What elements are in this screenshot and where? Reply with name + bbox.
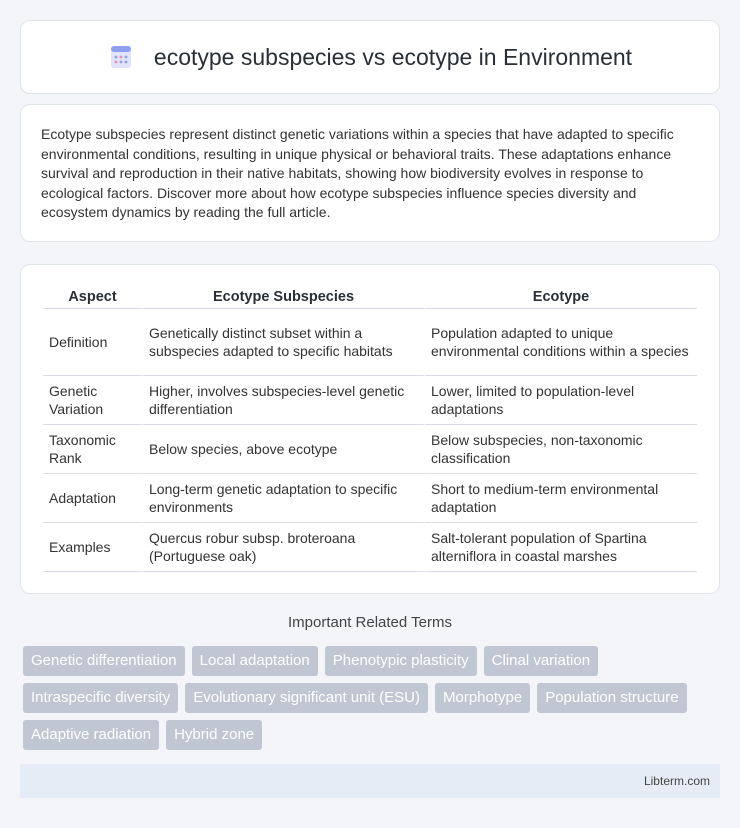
- page-title: ecotype subspecies vs ecotype in Environment: [153, 43, 633, 70]
- footer-site-link[interactable]: Libterm.com: [643, 774, 710, 788]
- comparison-table: [43, 285, 697, 572]
- row-aspect: Examples: [43, 523, 143, 572]
- tag-local-adaptation[interactable]: Local adaptation: [192, 646, 318, 676]
- table-row: [43, 523, 697, 572]
- related-terms-tags: [23, 646, 723, 757]
- row-ecotype-subspecies: Quercus robur subsp. broteroana (Portuguese oak): [143, 523, 425, 572]
- table-row: [43, 474, 697, 523]
- intro-card: [20, 104, 720, 242]
- tag-esu[interactable]: Evolutionary significant unit (ESU): [185, 683, 428, 713]
- tag-clinal-variation[interactable]: Clinal variation: [484, 646, 598, 676]
- intro-text: Ecotype subspecies represent distinct genetic variations within a species that have adapted to specific environmental conditions, resulting in unique physical or behavioral traits. These adaptations enhance survival and reproduction in their native habitats, showing how biodiversity evolves in response to ecological factors. Discover more about how ecotype subspecies influence species diversity and ecosystem dynamics by reading the full article.: [41, 126, 674, 220]
- tag-adaptive-radiation[interactable]: Adaptive radiation: [23, 720, 159, 750]
- header-ecotype-subspecies: Ecotype Subspecies: [143, 285, 425, 309]
- tag-morphotype[interactable]: Morphotype: [435, 683, 530, 713]
- row-ecotype-subspecies: Genetically distinct subset within a subspecies adapted to specific habitats: [143, 309, 425, 376]
- row-ecotype: Below subspecies, non-taxonomic classification: [425, 425, 697, 474]
- tag-genetic-differentiation[interactable]: Genetic differentiation: [23, 646, 185, 676]
- row-aspect: Definition: [43, 309, 143, 376]
- row-ecotype: Salt-tolerant population of Spartina alterniflora in coastal marshes: [425, 523, 697, 572]
- header-card: [20, 20, 720, 94]
- title-wrap: [108, 44, 632, 71]
- tag-intraspecific-diversity[interactable]: Intraspecific diversity: [23, 683, 178, 713]
- tag-phenotypic-plasticity[interactable]: Phenotypic plasticity: [325, 646, 477, 676]
- table-header-row: [43, 285, 697, 309]
- header-aspect: Aspect: [43, 285, 143, 309]
- header-ecotype: Ecotype: [425, 285, 697, 309]
- row-aspect: Adaptation: [43, 474, 143, 523]
- row-ecotype: Population adapted to unique environmental conditions within a species: [425, 309, 697, 376]
- table-row: [43, 425, 697, 474]
- footer: [20, 764, 720, 798]
- row-ecotype: Short to medium-term environmental adaptation: [425, 474, 697, 523]
- tag-hybrid-zone[interactable]: Hybrid zone: [166, 720, 262, 750]
- row-aspect: Taxonomic Rank: [43, 425, 143, 474]
- row-ecotype-subspecies: Higher, involves subspecies-level genetic differentiation: [143, 376, 425, 425]
- row-aspect: Genetic Variation: [43, 376, 143, 425]
- row-ecotype-subspecies: Below species, above ecotype: [143, 425, 425, 474]
- comparison-table-card: [20, 264, 720, 594]
- row-ecotype-subspecies: Long-term genetic adaptation to specific environments: [143, 474, 425, 523]
- table-row: [43, 376, 697, 425]
- row-ecotype: Lower, limited to population-level adaptations: [425, 376, 697, 425]
- related-terms-title: Important Related Terms: [288, 614, 452, 631]
- document-icon: [108, 44, 134, 70]
- tag-population-structure[interactable]: Population structure: [537, 683, 686, 713]
- table-row: [43, 309, 697, 376]
